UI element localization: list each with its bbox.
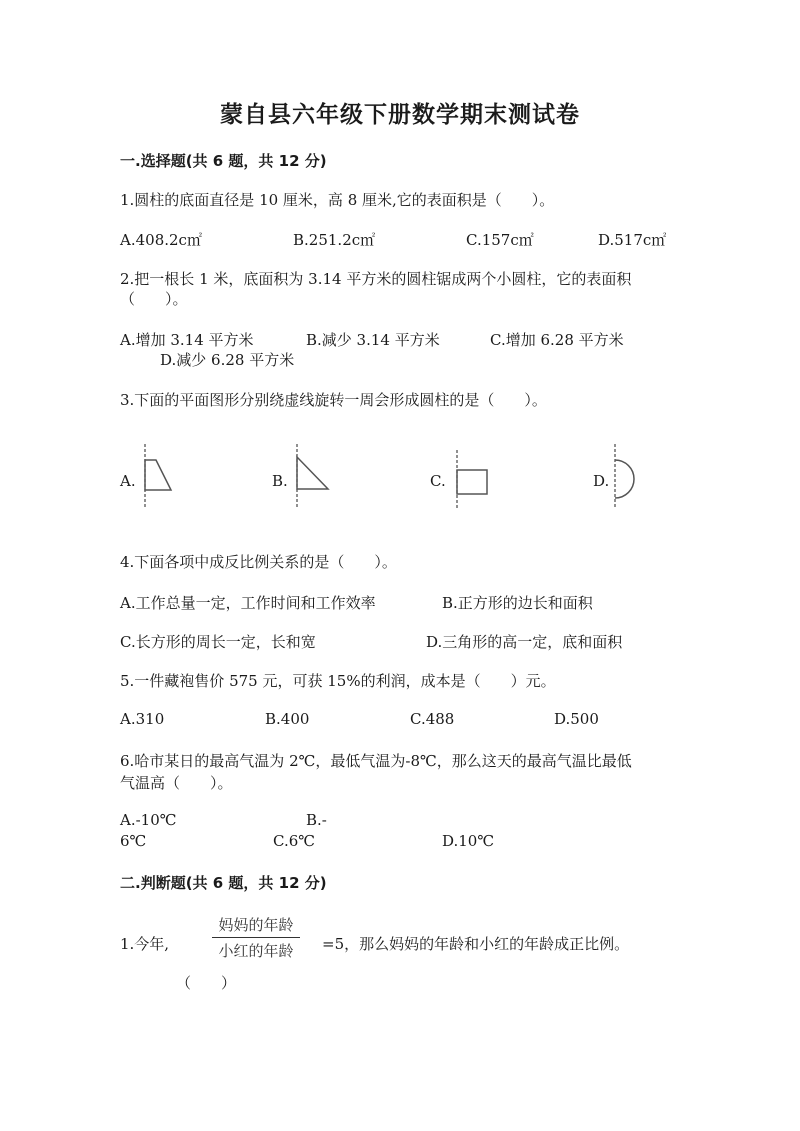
q4-option-c[interactable]: C.长方形的周长一定，长和宽 [120,633,316,651]
q1-option-d[interactable]: D.517c㎡ [598,231,667,249]
q5-option-c[interactable]: C.488 [410,710,455,728]
question-3-text: 3.下面的平面图形分别绕虚线旋转一周会形成圆柱的是（ ）。 [120,391,547,409]
page-title: 蒙自县六年级下册数学期末测试卷 [220,101,580,128]
q4-option-b[interactable]: B.正方形的边长和面积 [442,594,593,612]
fraction-numerator: 妈妈的年龄 [218,916,294,934]
q2-option-c[interactable]: C.增加 6.28 平方米 [490,331,624,349]
q5-option-a[interactable]: A.310 [120,710,165,728]
q2-option-a[interactable]: A.增加 3.14 平方米 [120,331,254,349]
q3-figure-c-rectangle [448,448,493,510]
q3-option-b[interactable]: B. [272,472,288,490]
q1-option-a[interactable]: A.408.2c㎡ [120,231,202,249]
q2-option-d[interactable]: D.减少 6.28 平方米 [160,351,295,369]
q6-option-b-continued: 6℃ [120,832,147,850]
q4-option-a[interactable]: A.工作总量一定，工作时间和工作效率 [120,594,376,612]
question-4-text: 4.下面各项中成反比例关系的是（ ）。 [120,553,397,571]
q6-option-c[interactable]: C.6℃ [273,832,316,850]
q6-option-a[interactable]: A.-10℃ [120,811,177,829]
section-heading-choice: 一.选择题(共 6 题，共 12 分) [120,152,327,170]
question-5-text: 5.一件藏袍售价 575 元，可获 15%的利润，成本是（ ）元。 [120,672,556,690]
q1-option-b[interactable]: B.251.2c㎡ [293,231,376,249]
q1-option-c[interactable]: C.157c㎡ [466,231,534,249]
judgement-1-suffix: =5，那么妈妈的年龄和小红的年龄成正比例。 [322,935,630,953]
q2-option-b[interactable]: B.减少 3.14 平方米 [306,331,440,349]
q3-option-c[interactable]: C. [430,472,446,490]
age-ratio-fraction [208,914,304,961]
q6-option-b[interactable]: B.- [306,811,327,829]
q6-option-d[interactable]: D.10℃ [442,832,495,850]
q3-option-d[interactable]: D. [593,472,610,490]
judgement-1-answer-blank[interactable]: （ ） [176,974,237,992]
fraction-denominator: 小红的年龄 [218,942,294,960]
question-2-line1: 2.把一根长 1 米，底面积为 3.14 平方米的圆柱锯成两个小圆柱，它的表面积 [120,270,632,288]
q3-figure-b-triangle [288,442,338,510]
q3-option-a[interactable]: A. [120,472,136,490]
question-6-line2: 气温高（ ）。 [120,774,233,792]
q3-figure-a-trapezoid [136,442,180,510]
q3-figure-d-semicircle [606,442,646,510]
question-1-text: 1.圆柱的底面直径是 10 厘米，高 8 厘米,它的表面积是（ ）。 [120,191,555,209]
question-6-line1: 6.哈市某日的最高气温为 2℃，最低气温为-8℃，那么这天的最高气温比最低 [120,752,632,770]
question-2-line2: （ ）。 [120,290,188,308]
section-heading-judgement: 二.判断题(共 6 题，共 12 分) [120,874,327,892]
q4-option-d[interactable]: D.三角形的高一定，底和面积 [426,633,623,651]
q5-option-b[interactable]: B.400 [265,710,310,728]
q5-option-d[interactable]: D.500 [554,710,599,728]
judgement-1-prefix: 1.今年, [120,935,170,953]
